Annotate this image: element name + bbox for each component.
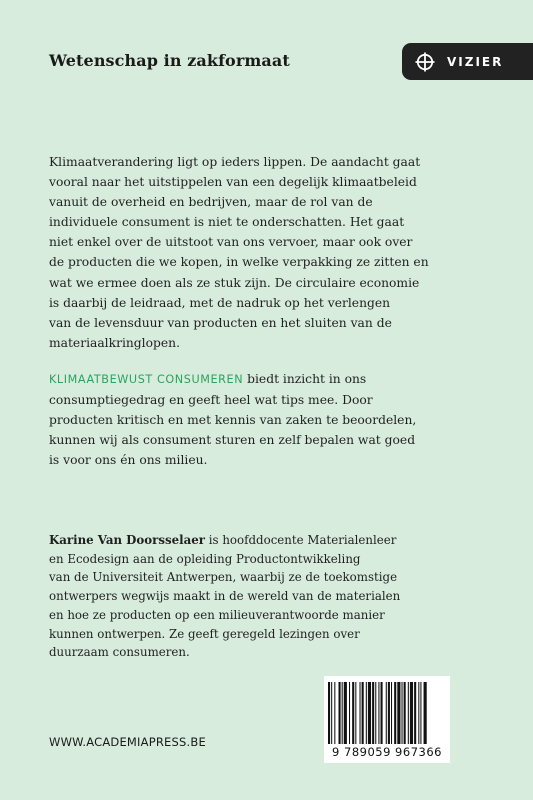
isbn-number: 9 789059 967366 (332, 745, 442, 759)
book-summary-paragraph (49, 369, 416, 470)
blurb-line: niet enkel over de uitstoot van ons vervoer, maar ook over (49, 235, 413, 250)
author-bio-line: kunnen ontwerpen. Ze geeft geregeld lezingen over (49, 626, 360, 641)
book-title: KLIMAATBEWUST CONSUMEREN (49, 373, 244, 386)
book-summary-text: biedt inzicht in ons (243, 372, 367, 386)
book-summary-line: consumptiegedrag en geeft heel wat tips mee. Door (49, 393, 373, 408)
author-name: Karine Van Doorsselaer (49, 533, 205, 547)
publisher-badge (402, 43, 533, 80)
author-bio-line: ontwerpers wegwijs maakt in de wereld van de materialen (49, 589, 401, 604)
author-bio-line: duurzaam consumeren. (49, 645, 190, 660)
author-bio-text: is hoofddocente Materialenleer (205, 533, 397, 547)
book-summary-line: producten kritisch en met kennis van zaken te beoordelen, (49, 413, 417, 428)
blurb-line: van de levensduur van producten en het sluiten van de (49, 315, 392, 330)
book-summary-line: kunnen wij als consument sturen en zelf bepalen wat goed (49, 433, 416, 448)
isbn-barcode (324, 676, 450, 763)
blurb-line: is daarbij de leidraad, met de nadruk op het verlengen (49, 295, 391, 310)
blurb-line: individuele consument is niet te onderschatten. Het gaat (49, 215, 405, 230)
blurb-line: wat we ermee doen als ze stuk zijn. De circulaire economie (49, 275, 420, 290)
author-bio-paragraph (49, 531, 400, 662)
book-summary-line (49, 369, 416, 390)
author-bio-line: en hoe ze producten op een milieuverantwoorde manier (49, 607, 385, 622)
author-bio-line (49, 531, 400, 550)
blurb-line: vanuit de overheid en bedrijven, maar de rol van de (49, 195, 373, 210)
book-summary-line: is voor ons én ons milieu. (49, 453, 208, 468)
author-bio-line: van de Universiteit Antwerpen, waarbij ze de toekomstige (49, 570, 398, 585)
blurb-paragraph (49, 152, 429, 353)
blurb-line: de producten die we kopen, in welke verpakking ze zitten en (49, 255, 429, 270)
crosshair-circle-icon (415, 52, 435, 72)
author-bio-line: en Ecodesign aan de opleiding Productontwikkeling (49, 551, 361, 566)
publisher-badge-label: VIZIER (447, 54, 504, 69)
blurb-line: Klimaatverandering ligt op ieders lippen. De aandacht gaat (49, 155, 421, 169)
blurb-line: materiaalkringlopen. (49, 335, 180, 350)
series-title: Wetenschap in zakformaat (49, 51, 290, 70)
publisher-website: WWW.ACADEMIAPRESS.BE (49, 735, 206, 749)
blurb-line: vooral naar het uitstippelen van een degelijk klimaatbeleid (49, 175, 417, 190)
